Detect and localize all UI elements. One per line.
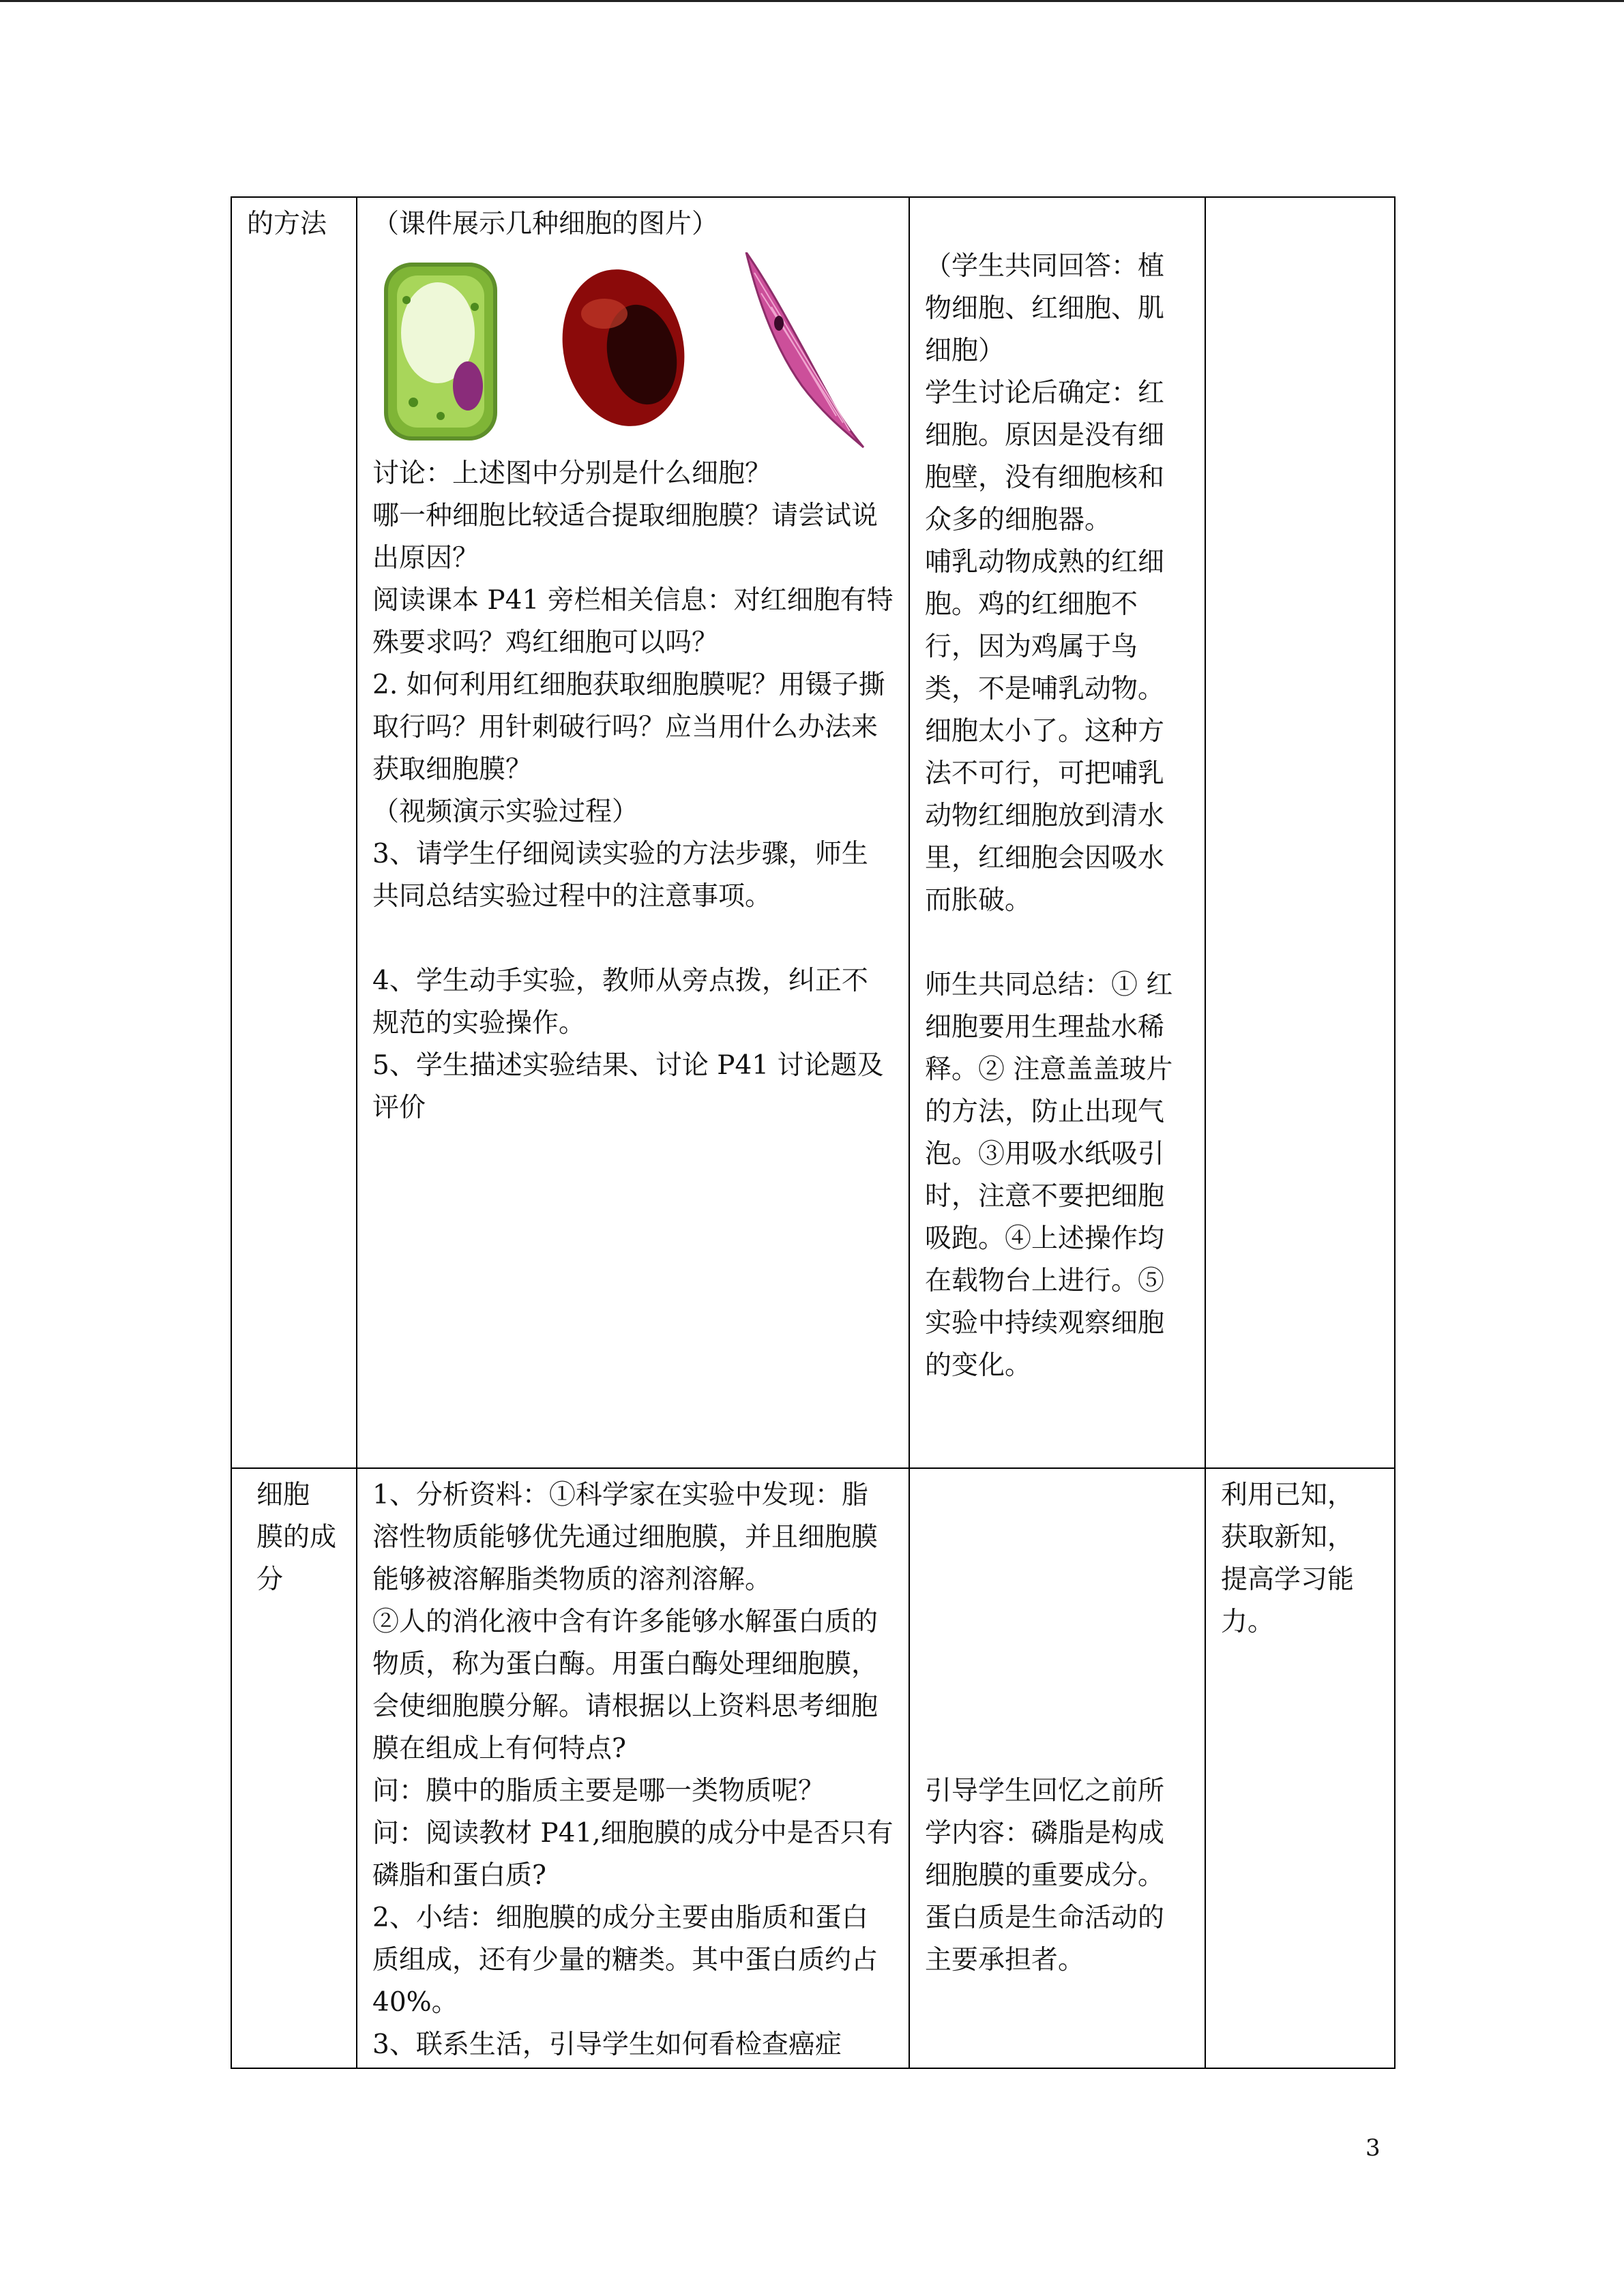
text-line: 利用已知，获取新知，提高学习能力。	[1221, 1480, 1355, 1637]
section-cell	[231, 1468, 357, 2068]
teacher-activity-text	[372, 453, 894, 1129]
text-line: 学生讨论后确定：红细胞。原因是没有细胞壁，没有细胞核和众多的细胞器。	[925, 378, 1165, 535]
teacher-activity-text	[372, 1474, 894, 2066]
text-line: ②人的消化液中含有许多能够水解蛋白质的物质，称为蛋白酶。用蛋白酶处理细胞膜，会使细胞膜分解。请根据以上资料思考细胞膜在组成上有何特点?	[372, 1607, 879, 1764]
text-line: 细胞太小了。这种方法不可行，可把哺乳动物红细胞放到清水里，红细胞会因吸水而胀破。	[925, 716, 1165, 916]
cell-images-figure	[372, 252, 877, 450]
text-line: 引导学生回忆之前所学内容：磷脂是构成细胞膜的重要成分。蛋白质是生命活动的主要承担者。	[925, 1776, 1165, 1976]
text-line: 3、请学生仔细阅读实验的方法步骤，师生共同总结实验过程中的注意事项。	[372, 839, 868, 912]
page-number: 3	[1365, 2134, 1381, 2162]
table-row	[231, 197, 1395, 1468]
text-line: 4、学生动手实验，教师从旁点拨，纠正不规范的实验操作。	[372, 966, 868, 1039]
section-cell	[231, 197, 357, 1468]
student-activity-text	[925, 1770, 1190, 1982]
text-line: 膜的成	[256, 1522, 337, 1553]
text-line: 细胞	[256, 1480, 310, 1510]
text-line: 分	[256, 1564, 284, 1595]
teacher-activity-cell	[357, 197, 909, 1468]
intent-cell	[1205, 1468, 1395, 2068]
muscle-cell-icon	[746, 252, 863, 447]
text-line: 讨论：上述图中分别是什么细胞？	[372, 458, 772, 489]
text-line: 的方法	[247, 209, 327, 239]
text-line: 5、学生描述实验结果、讨论 P41 讨论题及评价	[372, 1050, 884, 1123]
text-line	[925, 922, 1190, 964]
section-title	[256, 1474, 341, 1601]
courseware-intro: （课件展示几种细胞的图片）	[372, 209, 719, 239]
teacher-activity-cell	[357, 1468, 909, 2068]
page-top-rule	[0, 0, 1624, 2]
text-line: 2、小结：细胞膜的成分主要由脂质和蛋白质组成，还有少量的糖类。其中蛋白质约占 40%。	[372, 1903, 887, 2018]
text-line: （学生共同回答：植物细胞、红细胞、肌细胞）	[925, 251, 1165, 366]
table-row	[231, 1468, 1395, 2068]
student-activity-cell	[909, 1468, 1205, 2068]
text-line	[372, 918, 894, 960]
section-title	[247, 203, 341, 245]
red-blood-cell-icon	[548, 258, 698, 438]
text-line: 哪一种细胞比较适合提取细胞膜？请尝试说出原因？	[372, 501, 879, 573]
text-line: 3、联系生活，引导学生如何看检查癌症	[372, 2029, 842, 2060]
text-line: 问：阅读教材 P41,细胞膜的成分中是否只有磷脂和蛋白质?	[372, 1818, 894, 1891]
student-activity-cell	[909, 197, 1205, 1468]
text-line: 问：膜中的脂质主要是哪一类物质呢？	[372, 1776, 825, 1806]
design-intent-text	[1221, 1474, 1379, 1643]
text-line: 哺乳动物成熟的红细胞。鸡的红细胞不行，因为鸡属于鸟类，不是哺乳动物。	[925, 547, 1165, 704]
text-line: 阅读课本 P41 旁栏相关信息：对红细胞有特殊要求吗？鸡红细胞可以吗？	[372, 585, 894, 658]
text-line: （视频演示实验过程）	[372, 796, 639, 827]
lesson-plan-table	[231, 196, 1396, 2069]
student-activity-text	[925, 245, 1190, 1387]
text-line: 2. 如何利用红细胞获取细胞膜呢？用镊子撕取行吗？用针刺破行吗？应当用什么办法来获取细胞膜？	[372, 670, 885, 785]
intent-cell	[1205, 197, 1395, 1468]
text-line: 师生共同总结：① 红细胞要用生理盐水稀释。② 注意盖盖玻片的方法，防止出现气泡。③用吸水纸吸引时，注意不要把细胞吸跑。④上述操作均在载物台上进行。⑤实验中持续观察细胞的变化。	[925, 970, 1173, 1381]
plant-cell-icon	[386, 265, 495, 438]
text-line: 1、分析资料：①科学家在实验中发现：脂溶性物质能够优先通过细胞膜，并且细胞膜能够被溶解脂类物质的溶剂溶解。	[372, 1480, 879, 1595]
